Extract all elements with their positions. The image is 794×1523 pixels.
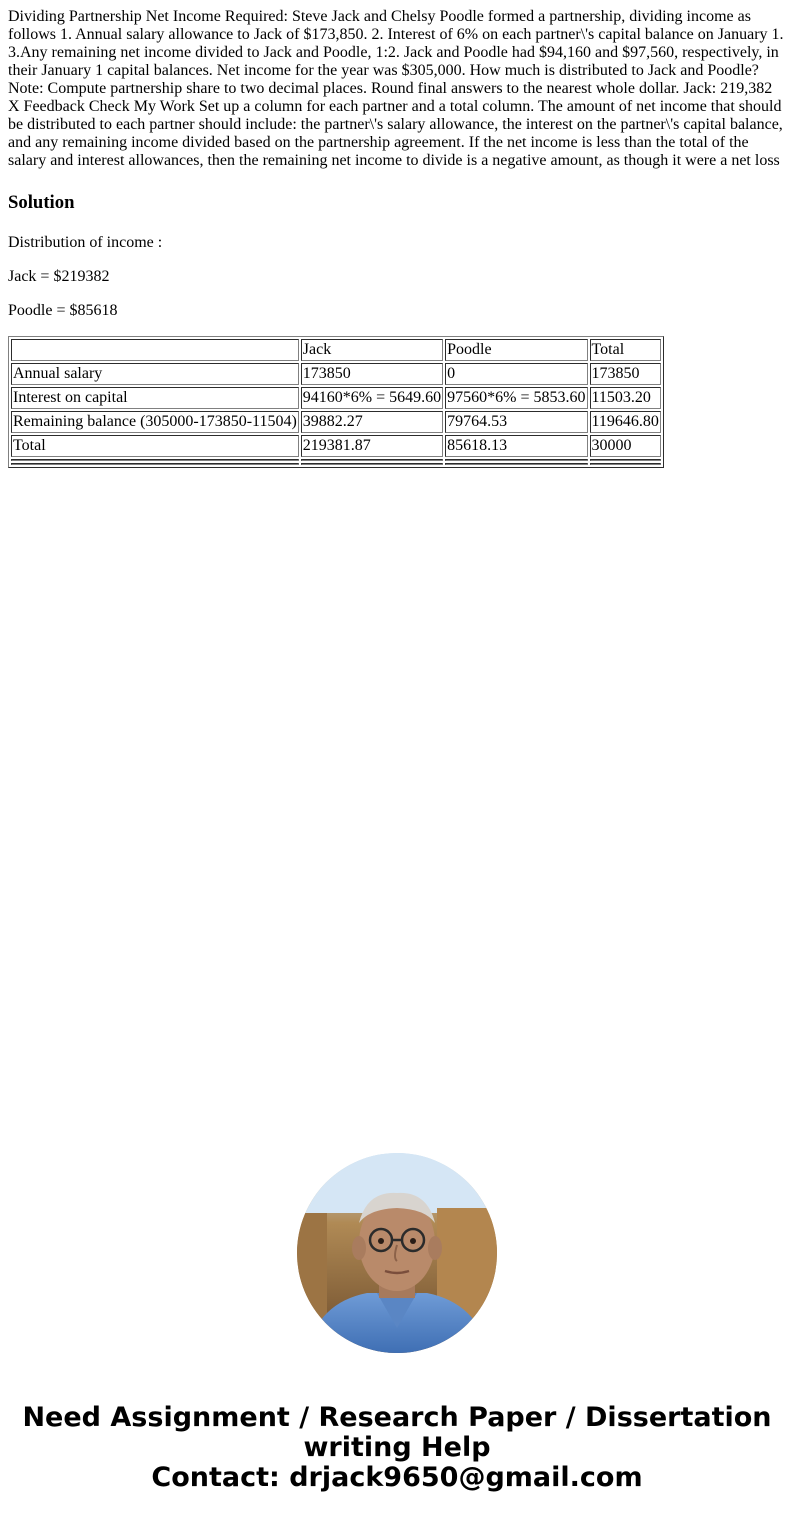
solution-heading: Solution [8, 192, 75, 213]
row-label: Remaining balance (305000-173850-11504) [11, 411, 299, 433]
author-portrait-icon [297, 1153, 497, 1353]
empty-cell [590, 463, 661, 465]
empty-cell [11, 463, 299, 465]
table-row [11, 363, 661, 385]
empty-cell [301, 459, 443, 461]
table-header-row [11, 339, 661, 361]
table-cell: 11503.20 [590, 387, 661, 409]
header-cell-total: Total [590, 339, 661, 361]
header-cell-jack: Jack [301, 339, 443, 361]
contact-banner [0, 1403, 794, 1493]
header-cell-blank [11, 339, 299, 361]
table-cell: 119646.80 [590, 411, 661, 433]
table-cell: 85618.13 [445, 435, 587, 457]
banner-line-1: Need Assignment / Research Paper / Dissertation [22, 1402, 772, 1433]
table-row [11, 387, 661, 409]
empty-cell [11, 459, 299, 461]
table-cell: 173850 [590, 363, 661, 385]
contact-email: Contact: drjack9650@gmail.com [151, 1462, 643, 1493]
poodle-amount: Poodle = $85618 [8, 302, 118, 319]
banner-line-2: writing Help [303, 1432, 491, 1463]
table-cell: 79764.53 [445, 411, 587, 433]
table-cell: 30000 [590, 435, 661, 457]
empty-cell [445, 459, 587, 461]
table-row [11, 411, 661, 433]
table-empty-row [11, 459, 661, 461]
row-label: Total [11, 435, 299, 457]
jack-amount: Jack = $219382 [8, 268, 110, 285]
table-cell: 219381.87 [301, 435, 443, 457]
row-label: Annual salary [11, 363, 299, 385]
header-cell-poodle: Poodle [445, 339, 587, 361]
row-label: Interest on capital [11, 387, 299, 409]
empty-cell [590, 459, 661, 461]
author-avatar [297, 1153, 497, 1353]
table-cell: 0 [445, 363, 587, 385]
table-cell: 39882.27 [301, 411, 443, 433]
distribution-intro: Distribution of income : [8, 234, 163, 251]
table-cell: 97560*6% = 5853.60 [445, 387, 587, 409]
table-cell: 173850 [301, 363, 443, 385]
question-text: Dividing Partnership Net Income Required: Steve Jack and Chelsy Poodle formed a partnership, dividing income as follows 1. Annual salary allowance to Jack of $173,850. 2. Interest of 6% on each partner\'s capital balance on January 1. 3.Any remaining net income divided to Jack and Poodle, 1:2. Jack and Poodle had $94,160 and $97,560, respectively, in their January 1 capital balances. Net income for the year was $305,000. How much is distributed to Jack and Poodle? Note: Compute partnership share to two decimal places. Round final answers to the nearest whole dollar. Jack: 219,382 X Feedback Check My Work Set up a column for each partner and a total column. The amount of net income that should be distributed to each partner should include: the partner\'s salary allowance, the interest on the partner\'s capital balance, and any remaining income divided based on the partnership agreement. If the net income is less than the total of the salary and interest allowances, then the remaining net income to divide is a negative amount, as though it were a net loss [8, 8, 784, 169]
table-empty-row [11, 463, 661, 465]
income-distribution-table [8, 336, 664, 468]
table-row [11, 435, 661, 457]
empty-cell [301, 463, 443, 465]
document-body [8, 8, 786, 468]
empty-cell [445, 463, 587, 465]
table-cell: 94160*6% = 5649.60 [301, 387, 443, 409]
